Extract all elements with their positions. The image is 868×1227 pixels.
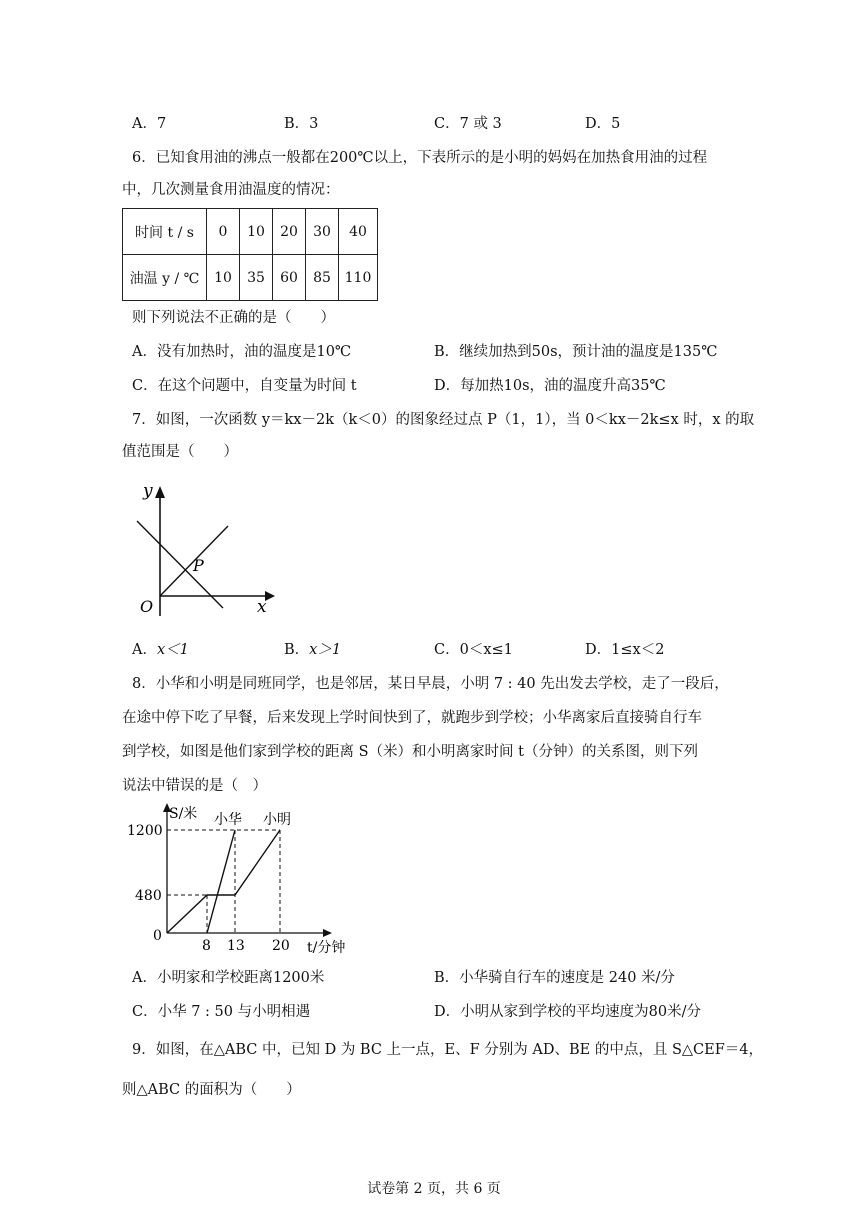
q5-option-d: D．5 xyxy=(585,116,621,132)
q8-option-d: D．小明从家到学校的平均速度为80米/分 xyxy=(434,1004,701,1020)
q6-question: 则下列说法不正确的是（ ） xyxy=(132,310,335,326)
x-tick-8: 8 xyxy=(202,938,211,954)
table-cell: 10 xyxy=(240,209,273,255)
y-axis-label: y xyxy=(143,481,153,501)
table-header-cell: 时间 t / s xyxy=(123,209,207,255)
table-cell: 20 xyxy=(273,209,306,255)
q6-option-d: D．每加热10s，油的温度升高35℃ xyxy=(434,378,666,394)
origin-label: O xyxy=(140,597,154,616)
table-cell: 40 xyxy=(339,209,378,255)
q6-data-table xyxy=(122,208,378,301)
series-label-xiaoming: 小明 xyxy=(263,812,291,828)
q8-stem-line2: 在途中停下吃了早餐，后来发现上学时间快到了，就跑步到学校；小华离家后直接骑自行车 xyxy=(122,710,702,726)
q9-stem-line2: 则△ABC 的面积为（ ） xyxy=(122,1082,301,1098)
point-p-label: P xyxy=(193,556,204,575)
table-cell: 10 xyxy=(207,255,240,301)
q8-option-c: C．小华 7 : 50 与小明相遇 xyxy=(132,1004,311,1020)
q7-function-graph xyxy=(125,478,285,618)
q5-option-c: C．7 或 3 xyxy=(434,116,502,132)
q6-stem-line1: 6．已知食用油的沸点一般都在200℃以上，下表所示的是小明的妈妈在加热食用油的过程 xyxy=(132,150,708,166)
y-axis-label: S/米 xyxy=(169,806,198,822)
table-cell: 30 xyxy=(306,209,339,255)
q7-stem-line2: 值范围是（ ） xyxy=(122,444,238,460)
q7-option-a: A．x＜1 xyxy=(132,642,189,658)
q6-option-a: A．没有加热时，油的温度是10℃ xyxy=(132,344,352,360)
y-tick-480: 480 xyxy=(135,888,162,904)
table-cell: 60 xyxy=(273,255,306,301)
x-tick-13: 13 xyxy=(227,938,245,954)
xiaoming-line xyxy=(167,830,280,933)
table-cell: 85 xyxy=(306,255,339,301)
series-label-xiaohua: 小华 xyxy=(214,812,242,828)
q7-stem-line1: 7．如图，一次函数 y＝kx－2k（k＜0）的图象经过点 P（1，1），当 0＜kx－2k≤x 时，x 的取 xyxy=(132,412,755,428)
table-cell: 0 xyxy=(207,209,240,255)
table-cell: 110 xyxy=(339,255,378,301)
q8-stem-line4: 说法中错误的是（ ） xyxy=(122,778,267,794)
table-header-cell: 油温 y / ℃ xyxy=(123,255,207,301)
q9-stem-line1: 9．如图，在△ABC 中，已知 D 为 BC 上一点，E、F 分别为 AD、BE 的中点，且 S△CEF＝4， xyxy=(132,1042,764,1058)
table-cell: 35 xyxy=(240,255,273,301)
q8-option-b: B．小华骑自行车的速度是 240 米/分 xyxy=(434,970,675,986)
q8-stem-line3: 到学校，如图是他们家到学校的距离 S（米）和小明离家时间 t（分钟）的关系图，则下列 xyxy=(122,744,698,760)
y-axis-arrow-icon xyxy=(155,486,165,498)
q8-distance-time-graph xyxy=(125,800,355,960)
table-row xyxy=(123,255,378,301)
table-row xyxy=(123,209,378,255)
q8-option-a: A．小明家和学校距离1200米 xyxy=(132,970,325,986)
xiaohua-line xyxy=(207,830,235,933)
x-tick-20: 20 xyxy=(272,938,290,954)
x-axis-label: x xyxy=(257,597,267,617)
q5-option-a: A．7 xyxy=(132,116,167,132)
y-tick-1200: 1200 xyxy=(127,823,163,839)
y-tick-0: 0 xyxy=(153,928,162,944)
q7-option-b: B．x＞1 xyxy=(284,642,342,658)
line-y-kx-2k xyxy=(137,521,223,608)
q8-stem-line1: 8．小华和小明是同班同学，也是邻居，某日早晨，小明 7 : 40 先出发去学校，走了一段后， xyxy=(132,676,729,692)
q6-option-b: B．继续加热到50s，预计油的温度是135℃ xyxy=(434,344,718,360)
x-axis-arrow-icon xyxy=(323,929,332,937)
q6-stem-line2: 中，几次测量食用油温度的情况： xyxy=(122,182,340,198)
q7-option-c: C．0＜x≤1 xyxy=(434,642,513,658)
q7-option-d: D．1≤x＜2 xyxy=(585,642,665,658)
x-axis-label: t/分钟 xyxy=(307,940,346,956)
page-footer: 试卷第 2 页，共 6 页 xyxy=(367,1181,501,1197)
q5-option-b: B．3 xyxy=(284,116,319,132)
q6-option-c: C．在这个问题中，自变量为时间 t xyxy=(132,378,357,394)
